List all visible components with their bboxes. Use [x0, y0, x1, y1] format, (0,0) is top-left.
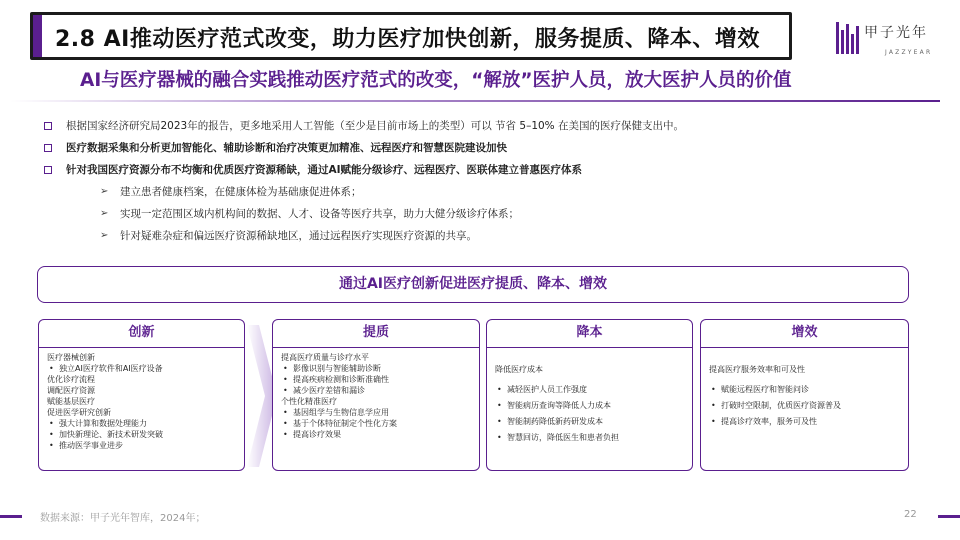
card-line: • 提高疾病检测和诊断准确性 — [281, 374, 471, 385]
card-title: 增效 — [701, 320, 908, 348]
card-body — [487, 348, 692, 450]
card-title: 降本 — [487, 320, 692, 348]
card-line: • 基因组学与生物信息学应用 — [281, 407, 471, 418]
card-body — [273, 348, 479, 444]
bullet-item — [44, 137, 924, 159]
card-line: 提高医疗质量与诊疗水平 — [281, 353, 369, 362]
card-line: • 打破时空限制，优质医疗资源普及 — [709, 398, 900, 414]
card-line: • 推动医学事业进步 — [47, 440, 236, 451]
data-source: 数据来源：甲子光年智库，2024年； — [40, 513, 206, 524]
card-line: 个性化精准医疗 — [281, 397, 337, 406]
bullet-text: 医疗数据采集和分析更加智能化、辅助诊断和治疗决策更加精准、远程医疗和智慧医院建设加快 — [66, 142, 507, 154]
card-line: 提高医疗服务效率和可及性 — [709, 365, 805, 374]
card-line: • 提高诊疗效果 — [281, 429, 471, 440]
card-title: 提质 — [273, 320, 479, 348]
sub-bullet-list — [100, 181, 924, 247]
sub-bullet-text: 实现一定范围区域内机构间的数据、人才、设备等医疗共享，助力大健分级诊疗体系； — [120, 208, 519, 220]
logo-bars-icon — [836, 22, 860, 54]
card-body — [39, 348, 244, 455]
bullet-list — [44, 115, 924, 247]
card-line: 医疗器械创新 — [47, 353, 95, 362]
page-number: 22 — [904, 509, 917, 520]
title-accent — [33, 15, 42, 57]
sub-bullet-item — [100, 181, 924, 203]
efficiency-card — [700, 319, 909, 471]
card-line: • 智能制药降低新药研发成本 — [495, 414, 684, 430]
logo-sub: JAZZYEAR — [885, 49, 933, 56]
quality-card — [272, 319, 480, 471]
sub-bullet-text: 建立患者健康档案，在健康体检为基础康促进体系； — [120, 186, 362, 198]
card-line: • 强大计算和数据处理能力 — [47, 418, 236, 429]
summary-banner: 通过AI医疗创新促进医疗提质、降本、增效 — [37, 266, 909, 303]
sub-bullet-text: 针对疑难杂症和偏远医疗资源稀缺地区，通过远程医疗实现医疗资源的共享。 — [120, 230, 477, 242]
card-body — [701, 348, 908, 434]
card-line: 促进医学研究创新 — [47, 408, 111, 417]
bullet-item — [44, 159, 924, 181]
card-line: 赋能基层医疗 — [47, 397, 95, 406]
card-line: • 提高诊疗效率，服务可及性 — [709, 414, 900, 430]
subtitle-divider — [10, 100, 940, 102]
card-line: • 基于个体特征制定个性化方案 — [281, 418, 471, 429]
logo — [836, 18, 946, 58]
card-line: • 赋能远程医疗和智能问诊 — [709, 382, 900, 398]
page-title: 2.8 AI推动医疗范式改变，助力医疗加快创新，服务提质、降本、增效 — [55, 27, 760, 52]
card-line: • 智慧回访，降低医生和患者负担 — [495, 430, 684, 446]
sub-bullet-item — [100, 203, 924, 225]
card-line: 调配医疗资源 — [47, 386, 95, 395]
title-bar — [30, 12, 792, 60]
bullet-text: 针对我国医疗资源分布不均衡和优质医疗资源稀缺，通过AI赋能分级诊疗、远程医疗、医联体建立普惠医疗体系 — [66, 164, 583, 176]
arrow-bullet-icon: ➢ — [100, 186, 109, 197]
card-line: • 独立AI医疗软件和AI医疗设备 — [47, 363, 236, 374]
square-bullet-icon — [44, 166, 52, 174]
card-line: • 加快新理论、新技术研发突破 — [47, 429, 236, 440]
subtitle: AI与医疗器械的融合实践推动医疗范式的改变，“解放”医护人员，放大医护人员的价值 — [80, 70, 792, 91]
arrow-bullet-icon: ➢ — [100, 230, 109, 241]
square-bullet-icon — [44, 122, 52, 130]
footer-accent-left — [0, 515, 22, 518]
footer-accent-right — [938, 515, 960, 518]
logo-name: 甲子光年 — [864, 25, 928, 41]
card-line: • 智能病历查询等降低人力成本 — [495, 398, 684, 414]
card-line: 降低医疗成本 — [495, 365, 543, 374]
innovation-card — [38, 319, 245, 471]
sub-bullet-item — [100, 225, 924, 247]
card-line: • 影像识别与智能辅助诊断 — [281, 363, 471, 374]
bullet-item — [44, 115, 924, 137]
card-line: • 减少医疗差错和漏诊 — [281, 385, 471, 396]
card-line: • 减轻医护人员工作强度 — [495, 382, 684, 398]
card-line: 优化诊疗流程 — [47, 375, 95, 384]
bullet-text: 根据国家经济研究局2023年的报告，更多地采用人工智能（至少是目前市场上的类型）可以 节省 5–10% 在美国的医疗保健支出中。 — [66, 120, 685, 132]
arrow-bullet-icon: ➢ — [100, 208, 109, 219]
cost-card — [486, 319, 693, 471]
card-title: 创新 — [39, 320, 244, 348]
square-bullet-icon — [44, 144, 52, 152]
